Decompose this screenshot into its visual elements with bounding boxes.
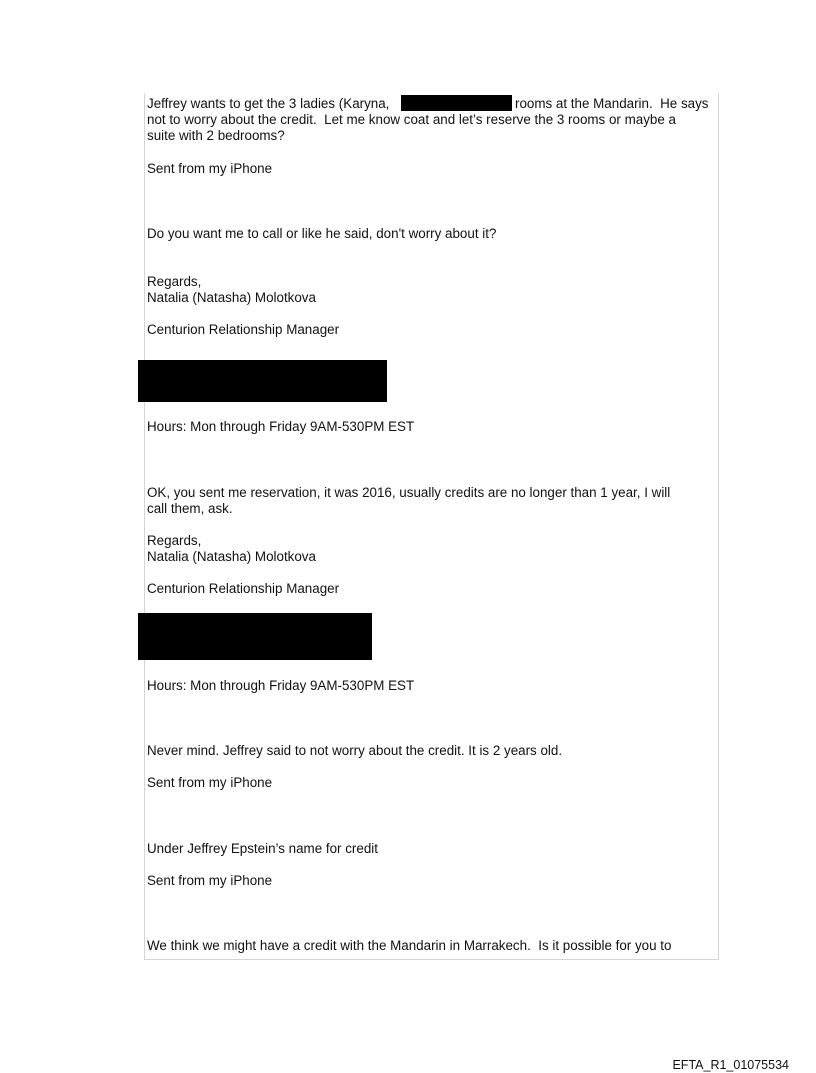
msg1-line1b: rooms at the Mandarin. He says <box>515 96 709 111</box>
redaction-box <box>401 95 512 111</box>
msg3-line2: call them, ask. <box>147 501 233 516</box>
msg2-body: Do you want me to call or like he said, don't worry about it? <box>147 226 497 241</box>
msg3-sender-name: Natalia (Natasha) Molotkova <box>147 549 316 564</box>
msg2-hours: Hours: Mon through Friday 9AM-530PM EST <box>147 419 415 434</box>
msg3-hours: Hours: Mon through Friday 9AM-530PM EST <box>147 678 415 693</box>
msg3-line1: OK, you sent me reservation, it was 2016, usually credits are no longer than 1 year, I will <box>147 485 671 500</box>
msg3-regards: Regards, <box>147 533 202 548</box>
redaction-box <box>138 360 387 402</box>
msg1-line2: not to worry about the credit. Let me know coat and let’s reserve the 3 rooms or maybe a <box>147 112 676 127</box>
msg1-signature: Sent from my iPhone <box>147 161 273 176</box>
email-chain-frame <box>144 93 719 960</box>
msg2-sender-name: Natalia (Natasha) Molotkova <box>147 290 316 305</box>
msg2-sender-title: Centurion Relationship Manager <box>147 322 340 337</box>
msg5-body: Under Jeffrey Epstein’s name for credit <box>147 841 378 856</box>
document-id: EFTA_R1_01075534 <box>672 1058 789 1072</box>
msg1-line1a: Jeffrey wants to get the 3 ladies (Karyna, <box>147 96 390 111</box>
msg6-body: We think we might have a credit with the Mandarin in Marrakech. Is it possible for you to <box>147 938 672 953</box>
msg5-signature: Sent from my iPhone <box>147 873 273 888</box>
msg1-line3: suite with 2 bedrooms? <box>147 128 285 143</box>
msg4-signature: Sent from my iPhone <box>147 775 273 790</box>
redaction-box <box>138 613 372 660</box>
msg3-sender-title: Centurion Relationship Manager <box>147 581 340 596</box>
msg4-body: Never mind. Jeffrey said to not worry about the credit. It is 2 years old. <box>147 743 563 758</box>
msg2-regards: Regards, <box>147 274 202 289</box>
